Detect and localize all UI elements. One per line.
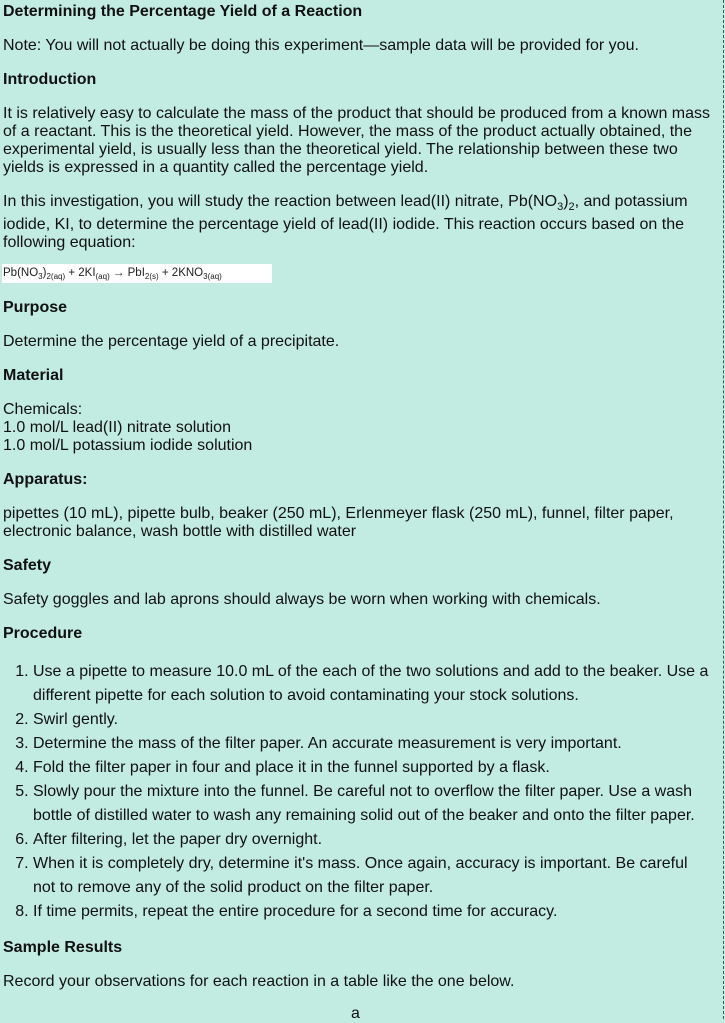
- eq-lead-iodide: PbI: [127, 267, 145, 279]
- truncated-caption: a: [351, 1005, 360, 1022]
- page-edge-border: [723, 0, 724, 1019]
- safety-heading: Safety: [3, 557, 52, 574]
- intro-subscript-3: 3: [557, 201, 564, 213]
- chemical-item: 1.0 mol/L potassium iodide solution: [3, 437, 253, 454]
- eq-sub: 2(s): [144, 272, 159, 281]
- chemical-item: 1.0 mol/L lead(II) nitrate solution: [3, 419, 231, 436]
- intro-text-a: In this investigation, you will study the reaction between lead(II) nitrate, Pb(NO: [3, 193, 558, 210]
- intro-text-c: , and potassium iodide, KI, to determine the percentage yield of lead(II) iodide. This reaction occurs based on the following equation:: [3, 193, 688, 251]
- procedure-step: 4. Fold the filter paper in four and place it in the funnel supported by a flask.: [33, 756, 713, 780]
- purpose-text: Determine the percentage yield of a precipitate.: [3, 333, 340, 350]
- procedure-step: 2. Swirl gently.: [33, 708, 713, 732]
- intro-subscript-2: 2: [568, 201, 575, 213]
- procedure-step: 3. Determine the mass of the filter paper. An accurate measurement is very important.: [33, 732, 713, 756]
- eq-arrow: →: [109, 267, 128, 279]
- apparatus-text: pipettes (10 mL), pipette bulb, beaker (250 mL), Erlenmeyer flask (250 mL), funnel, filter paper, electronic balance, wash bottle with distilled water: [3, 505, 674, 540]
- eq-potassium-iodide: + 2KI: [65, 267, 96, 279]
- intro-text-b: ): [563, 193, 569, 210]
- sample-results-heading: Sample Results: [3, 939, 123, 956]
- note-text: Note: You will not actually be doing this experiment—sample data will be provided for you.: [3, 37, 639, 54]
- eq-sub: 3: [38, 272, 43, 281]
- apparatus-heading: Apparatus:: [3, 471, 88, 488]
- purpose-heading: Purpose: [3, 299, 68, 316]
- introduction-paragraph-2: [3, 193, 715, 252]
- safety-text: Safety goggles and lab aprons should always be worn when working with chemicals.: [3, 591, 601, 608]
- page-title: Determining the Percentage Yield of a Reaction: [3, 3, 363, 20]
- procedure-step: 8. If time permits, repeat the entire procedure for a second time for accuracy.: [33, 900, 713, 924]
- reaction-equation: [2, 264, 272, 283]
- eq-sub: 3(aq): [203, 272, 222, 281]
- procedure-step: 7. When it is completely dry, determine it's mass. Once again, accuracy is important. Be careful not to remove any of the solid product on the filter paper.: [33, 852, 713, 900]
- introduction-heading: Introduction: [3, 71, 97, 88]
- introduction-paragraph-1: It is relatively easy to calculate the mass of the product that should be produced from a known mass of a reactant. This is the theoretical yield. However, the mass of the product actually obtained, the experimental yield, is usually less than the theoretical yield. The relationship between these two yields is expressed in a quantity called the percentage yield.: [3, 105, 711, 176]
- procedure-step: 5. Slowly pour the mixture into the funnel. Be careful not to overflow the filter paper. Use a wash bottle of distilled water to wash any remaining solid out of the beaker and onto the filter paper.: [33, 780, 713, 828]
- eq-sub: (aq): [95, 272, 110, 281]
- chemicals-label: Chemicals:: [3, 401, 83, 418]
- procedure-heading: Procedure: [3, 625, 83, 642]
- eq-paren: ): [42, 267, 47, 279]
- eq-sub: 2(aq): [46, 272, 66, 281]
- eq-potassium-nitrate: + 2KNO: [158, 267, 204, 279]
- procedure-step: 1. Use a pipette to measure 10.0 mL of the each of the two solutions and add to the beaker. Use a different pipette for each solution to avoid contaminating your stock solutions.: [33, 660, 713, 708]
- eq-lead-nitrate: Pb(NO: [3, 267, 39, 279]
- sample-results-text: Record your observations for each reaction in a table like the one below.: [3, 973, 515, 990]
- material-heading: Material: [3, 367, 64, 384]
- procedure-step: 6. After filtering, let the paper dry overnight.: [33, 828, 713, 852]
- procedure-list: [0, 660, 713, 924]
